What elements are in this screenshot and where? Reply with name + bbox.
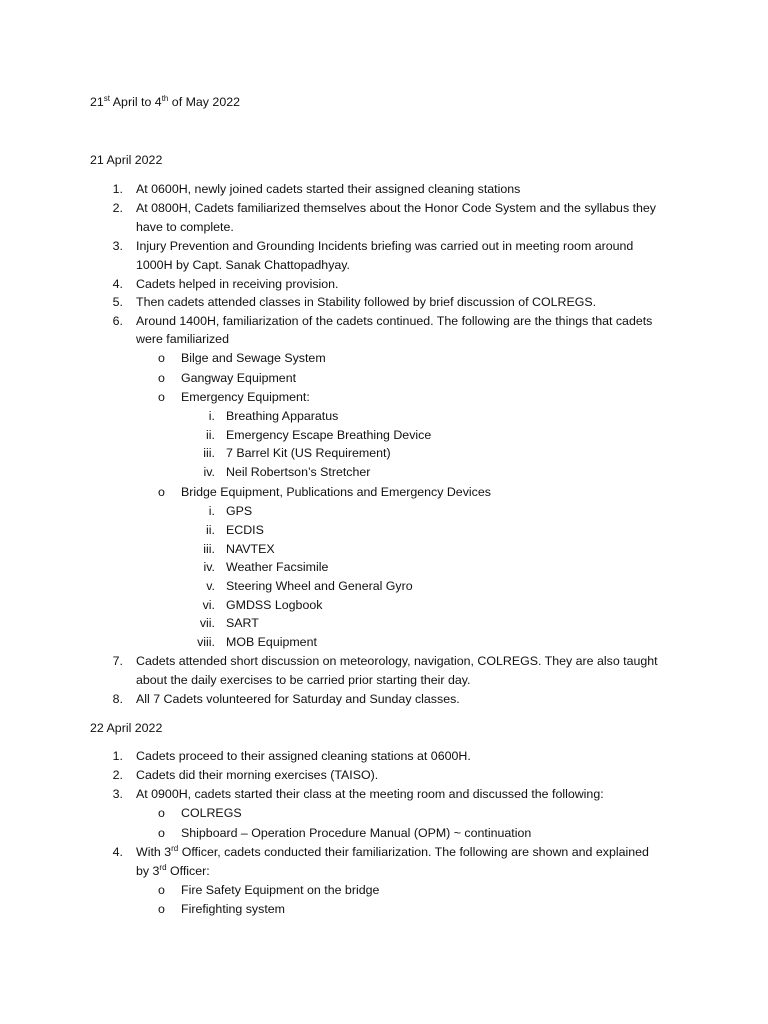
list-item-number: 3. — [112, 787, 123, 801]
day-heading-22-april: 22 April 2022 — [90, 721, 163, 735]
bullet-icon: o — [158, 351, 165, 365]
roman-item-text: 7 Barrel Kit (US Requirement) — [226, 446, 391, 460]
roman-numeral: ii. — [206, 428, 215, 442]
list-item-text: Cadets helped in receiving provision. — [136, 277, 339, 291]
list-item-text: Around 1400H, familiarization of the cadets continued. The following are the things that cadets — [136, 314, 653, 328]
sub-item-text: Emergency Equipment: — [181, 390, 310, 404]
list-item-number: 5. — [112, 295, 123, 309]
roman-item-text: GMDSS Logbook — [226, 598, 323, 612]
roman-item-text: ECDIS — [226, 523, 264, 537]
bullet-icon: o — [158, 806, 165, 820]
list-item-text: At 0900H, cadets started their class at the meeting room and discussed the following: — [136, 787, 604, 801]
list-item-text: Cadets did their morning exercises (TAISO). — [136, 768, 379, 782]
list-item-number: 2. — [112, 768, 123, 782]
list-item-text: Then cadets attended classes in Stability followed by brief discussion of COLREGS. — [136, 295, 597, 309]
list-item-number: 2. — [112, 201, 123, 215]
list-item-text: At 0800H, Cadets familiarized themselves about the Honor Code System and the syllabus they — [136, 201, 656, 215]
roman-item-text: Neil Robertson’s Stretcher — [226, 465, 371, 479]
bullet-icon: o — [158, 390, 165, 404]
roman-numeral: iv. — [203, 560, 215, 574]
list-item-text: With 3rd Officer, cadets conducted their familiarization. The following are shown and explained — [136, 844, 649, 859]
list-item-number: 3. — [112, 239, 123, 253]
sub-item-text: Fire Safety Equipment on the bridge — [181, 883, 380, 897]
sub-item-text: COLREGS — [181, 806, 242, 820]
list-item-number: 4. — [112, 845, 123, 859]
bullet-icon: o — [158, 371, 165, 385]
sub-item-text: Firefighting system — [181, 902, 285, 916]
list-item-text: were familiarized — [136, 332, 229, 346]
list-item-number: 6. — [112, 314, 123, 328]
list-item-text: All 7 Cadets volunteered for Saturday and Sunday classes. — [136, 692, 460, 706]
roman-item-text: Emergency Escape Breathing Device — [226, 428, 432, 442]
roman-numeral: i. — [208, 504, 215, 518]
roman-numeral: iv. — [203, 465, 215, 479]
roman-item-text: NAVTEX — [226, 542, 275, 556]
bullet-icon: o — [158, 883, 165, 897]
list-item-number: 4. — [112, 277, 123, 291]
list-item-text: 1000H by Capt. Sanak Chattopadhyay. — [136, 258, 350, 272]
roman-numeral: ii. — [206, 523, 215, 537]
bullet-icon: o — [158, 902, 165, 916]
roman-numeral: v. — [206, 579, 215, 593]
bullet-icon: o — [158, 826, 165, 840]
list-item-text: At 0600H, newly joined cadets started their assigned cleaning stations — [136, 182, 521, 196]
sub-item-text: Gangway Equipment — [181, 371, 297, 385]
list-item-number: 1. — [112, 749, 123, 763]
roman-item-text: MOB Equipment — [226, 635, 317, 649]
sub-item-text: Shipboard – Operation Procedure Manual (OPM) ~ continuation — [181, 826, 532, 840]
roman-item-text: SART — [226, 616, 259, 630]
roman-item-text: Breathing Apparatus — [226, 409, 339, 423]
bullet-icon: o — [158, 485, 165, 499]
roman-numeral: viii. — [197, 635, 215, 649]
list-item-number: 8. — [112, 692, 123, 706]
list-item-text: by 3rd Officer: — [136, 863, 210, 878]
list-item-number: 7. — [112, 654, 123, 668]
list-item-number: 1. — [112, 182, 123, 196]
sub-item-text: Bridge Equipment, Publications and Emergency Devices — [181, 485, 491, 499]
roman-numeral: iii. — [203, 446, 215, 460]
day-heading-21-april: 21 April 2022 — [90, 153, 163, 167]
list-item-text: Cadets attended short discussion on meteorology, navigation, COLREGS. They are also taught — [136, 654, 658, 668]
list-item-text: about the daily exercises to be carried prior starting their day. — [136, 673, 471, 687]
roman-item-text: Weather Facsimile — [226, 560, 329, 574]
list-item-text: have to complete. — [136, 220, 234, 234]
list-item-text: Cadets proceed to their assigned cleaning stations at 0600H. — [136, 749, 471, 763]
sub-item-text: Bilge and Sewage System — [181, 351, 326, 365]
roman-numeral: vi. — [202, 598, 215, 612]
roman-item-text: GPS — [226, 504, 253, 518]
roman-numeral: i. — [208, 409, 215, 423]
roman-numeral: iii. — [203, 542, 215, 556]
list-item-text: Injury Prevention and Grounding Incidents briefing was carried out in meeting room around — [136, 239, 634, 253]
roman-numeral: vii. — [199, 616, 215, 630]
roman-item-text: Steering Wheel and General Gyro — [226, 579, 413, 593]
date-range-title: 21st April to 4th of May 2022 — [90, 94, 240, 109]
